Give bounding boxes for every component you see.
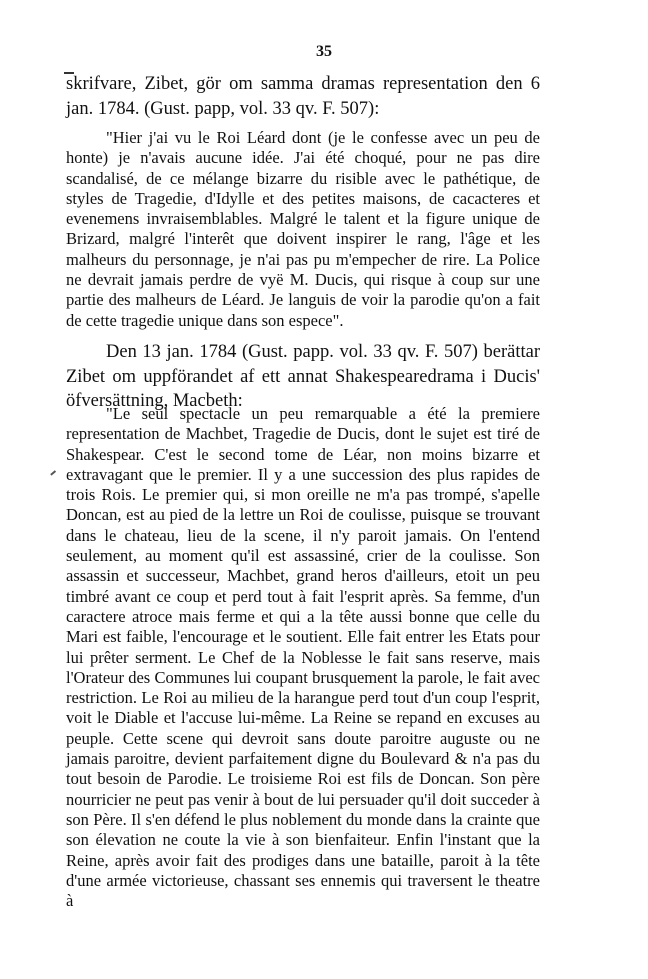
margin-tick-mark xyxy=(50,470,56,475)
page-number: 35 xyxy=(316,43,332,60)
intro-paragraph-1: skrifvare, Zibet, gör om samma dramas representation den 6 jan. 1784. (Gust. papp, vol. 33 qv. F. 507): xyxy=(66,74,540,119)
intro-paragraph-2: Den 13 jan. 1784 (Gust. papp. vol. 33 qv. F. 507) berättar Zibet om uppförandet af ett annat Shakespearedrama i Ducis' öfversättning, Macbeth: xyxy=(66,342,540,411)
quote-paragraph-2: "Le seul spectacle un peu remarquable a été la premiere representation de Machbet, Tragedie de Ducis, dont le sujet est tiré de Shakespear. C'est le second tome de Léar, non moins bizarre et extravagant que le premier. Il y a une succession des plus rapides de trois Rois. Le premier qui, si mon oreille ne m'a pas trompé, s'apelle Doncan, est au pied de la lettre un Roi de coulisse, puisque se trouvant dans le chateau, lieu de la scene, il n'y paroit jamais. On l'entend seulement, au moment qu'il est assassiné, crier de la coulisse. Son assassin et successeur, Machbet, grand heros d'ailleurs, etoit un peu timbré avant ce coup et perd tout à fait l'esprit après. Sa femme, d'un caractere atroce mais ferme et qui a la tête aussi bonne que celle du Mari est faible, l'encourage et le soutient. Elle fait entrer les Etats pour lui prêter serment. Le Chef de la Noblesse le fait sans reserve, mais l'Orateur des Communes lui coupant brusquement la parole, le fait avec restriction. Le Roi au milieu de la harangue perd tout d'un coup l'esprit, voit le Diable et l'accuse lui-même. La Reine se repand en excuses au peuple. Cette scene qui devroit sans doute paroitre auguste ou ne jamais paroitre, devient parfaitement digne du Boulevard & n'a pas du tout besoin de Parodie. Le troisieme Roi est fils de Doncan. Son père nourricier ne peut pas venir à bout de lui persuader qu'il doit succeder à son Père. Il s'en défend le plus noblement du monde dans la crainte que son élevation ne coute la vie à son bienfaiteur. Enfin l'instant que la Reine, après avoir fait des prodiges dans une bataille, paroit à la tête d'une armée victorieuse, chassant ses ennemis qui traversent le theatre à xyxy=(66,404,540,911)
quote-paragraph-1: "Hier j'ai vu le Roi Léard dont (je le confesse avec un peu de honte) je n'avais aucune idée. J'ai été choqué, pour ne pas dire scandalisé, de ce mélange bizarre du risible avec le pathétique, de styles de Tragedie, d'Idylle et des petites maisons, de cacacteres et evenemens invraisemblables. Malgré le talent et la figure unique de Brizard, malgré l'interêt que doivent inspirer le rang, l'âge et les malheurs du personnage, je n'ai pas pu m'empecher de rire. La Police ne devrait jamais perdre de vyë M. Ducis, qui risque à coup sur une partie des malheurs de Léard. Je languis de voir la parodie qu'on a fait de cette tragedie unique dans son espece". xyxy=(66,128,540,330)
